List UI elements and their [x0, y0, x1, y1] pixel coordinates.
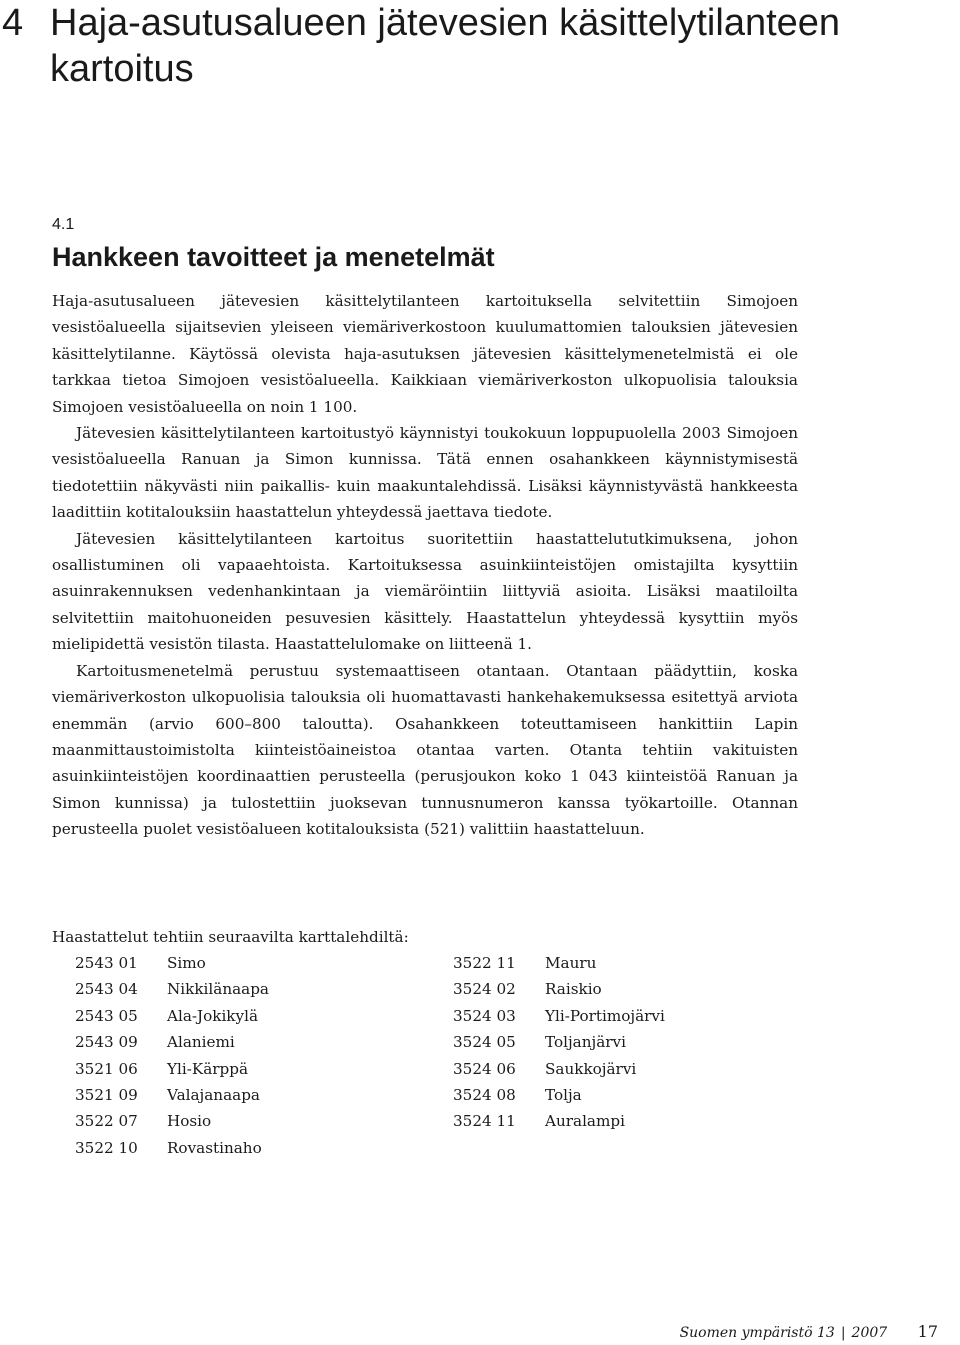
chapter-heading — [0, 0, 940, 92]
section-number: 4.1 — [52, 216, 75, 233]
publication-issue: 13 — [817, 1325, 835, 1341]
map-sheet-row — [453, 950, 665, 976]
sheet-name: Tolja — [545, 1086, 582, 1105]
sheet-code: 3524 11 — [453, 1112, 516, 1131]
chapter-title: Haja-asutusalueen jätevesien käsittelytilanteen kartoitus — [50, 2, 841, 90]
sheet-code: 3521 06 — [75, 1059, 138, 1078]
paragraph: Kartoitusmenetelmä perustuu systemaattiseen otantaan. Otantaan päädyttiin, koska viemäriverkoston ulkopuolisia talouksia oli huomattavasti hankehakemuksessa esitettyä arviota enemmän (arvio 600–800 taloutta). Osahankkeen toteuttamiseen hankittiin Lapin maanmittaustoimistolta kiinteistöaineistoa otantaa varten. Otanta tehtiin vakituisten asuinkiinteistöjen koordinaattien perusteella (perusjoukon koko 1 043 kiinteistöä Ranuan ja Simon kunnissa) ja tulostettiin juoksevan tunnusnumeron kanssa työkartoille. Otannan perusteella puolet vesistöalueen kotitalouksista (521) valittiin haastatteluun. — [52, 661, 798, 839]
map-sheet-list-right — [453, 950, 665, 1135]
map-sheet-row — [453, 976, 665, 1002]
sheet-name: Alaniemi — [167, 1033, 235, 1052]
page-number: 17 — [917, 1322, 938, 1341]
map-sheet-row — [453, 1029, 665, 1055]
section-title: Hankkeen tavoitteet ja menetelmät — [52, 242, 495, 272]
sheet-code: 3521 09 — [75, 1086, 138, 1105]
map-sheet-row — [75, 950, 269, 976]
sheet-name: Simo — [167, 954, 206, 972]
map-sheet-row — [453, 1108, 665, 1134]
page-footer — [680, 1322, 938, 1341]
sheet-name: Yli-Kärppä — [167, 1059, 249, 1078]
map-sheet-row — [75, 1108, 269, 1134]
sheet-code: 3522 11 — [453, 954, 516, 972]
sheet-code: 3524 03 — [453, 1006, 516, 1025]
sheet-code: 3524 06 — [453, 1059, 516, 1078]
body-text — [52, 288, 798, 843]
map-sheet-row — [75, 1056, 269, 1082]
paragraph: Haja-asutusalueen jätevesien käsittelytilanteen kartoituksella selvitettiin Simojoen vesistöalueella sijaitsevien yleiseen viemäriverkostoon kuulumattomien talouksien jätevesien käsittelytilanne. Käytössä olevista haja-asutuksen jätevesien käsittelymenetelmistä ei ole tarkkaa tietoa Simojoen vesistöalueella. Kaikkiaan viemäriverkoston ulkopuolisia talouksia Simojoen vesistöalueella on noin 1 100. — [52, 292, 798, 416]
sheet-code: 3524 05 — [453, 1033, 516, 1052]
sheet-code: 3522 07 — [75, 1112, 138, 1131]
sheet-name: Auralampi — [545, 1112, 625, 1131]
map-sheet-row — [75, 1003, 269, 1029]
map-sheet-row — [75, 1135, 269, 1161]
map-sheet-row — [75, 1082, 269, 1108]
map-sheet-row — [453, 1082, 665, 1108]
sheet-name: Ala-Jokikylä — [167, 1006, 258, 1025]
sheet-code: 2543 01 — [75, 954, 138, 972]
publication-name: Suomen ympäristö — [679, 1325, 813, 1341]
sheet-name: Saukkojärvi — [545, 1059, 637, 1078]
sheet-name: Mauru — [545, 954, 597, 972]
sheet-code: 3522 10 — [75, 1138, 138, 1157]
map-sheet-row — [453, 1056, 665, 1082]
map-sheet-row — [453, 1003, 665, 1029]
paragraph: Jätevesien käsittelytilanteen kartoitustyö käynnistyi toukokuun loppupuolella 2003 Simojoen vesistöalueella Ranuan ja Simon kunnissa. Tätä ennen osahankkeen käynnistymisestä tiedotettiin näkyvästi niin paikallis- kuin maakuntalehdissä. Lisäksi käynnistyvästä hankkeesta laadittiin kotitalouksiin haastattelun yhteydessä jaettava tiedote. — [52, 424, 798, 522]
sheet-code: 2543 05 — [75, 1006, 138, 1025]
sheet-name: Valajanaapa — [167, 1086, 260, 1105]
footer-divider: | — [840, 1325, 846, 1341]
map-sheet-row — [75, 1029, 269, 1055]
sheet-name: Yli-Portimojärvi — [545, 1006, 665, 1025]
sheet-name: Rovastinaho — [167, 1138, 262, 1157]
map-sheet-list-left — [75, 950, 269, 1161]
publication-year: 2007 — [851, 1325, 888, 1341]
sheet-code: 2543 09 — [75, 1033, 138, 1052]
sheet-name: Nikkilänaapa — [167, 980, 269, 999]
sheet-name: Toljanjärvi — [545, 1033, 626, 1052]
map-sheet-row — [75, 976, 269, 1002]
chapter-number: 4 — [2, 2, 24, 44]
sheet-name: Hosio — [167, 1112, 212, 1131]
sheet-code: 3524 08 — [453, 1086, 516, 1105]
sheet-code: 2543 04 — [75, 980, 138, 999]
paragraph: Jätevesien käsittelytilanteen kartoitus suoritettiin haastattelututkimuksena, johon osallistuminen oli vapaaehtoista. Kartoituksessa asuinkiinteistöjen omistajilta kysyttiin asuinrakennuksen vedenhankintaan ja viemäröintiin liittyviä asioita. Lisäksi maatiloilta selvitettiin maitohuoneiden pesuvesien käsittely. Haastattelun yhteydessä kysyttiin myös mielipidettä vesistön tilasta. Haastattelulomake on liitteenä 1. — [52, 529, 798, 654]
sheet-code: 3524 02 — [453, 980, 516, 999]
sheet-name: Raiskio — [545, 980, 602, 999]
map-list-intro: Haastattelut tehtiin seuraavilta karttalehdiltä: — [52, 928, 409, 946]
